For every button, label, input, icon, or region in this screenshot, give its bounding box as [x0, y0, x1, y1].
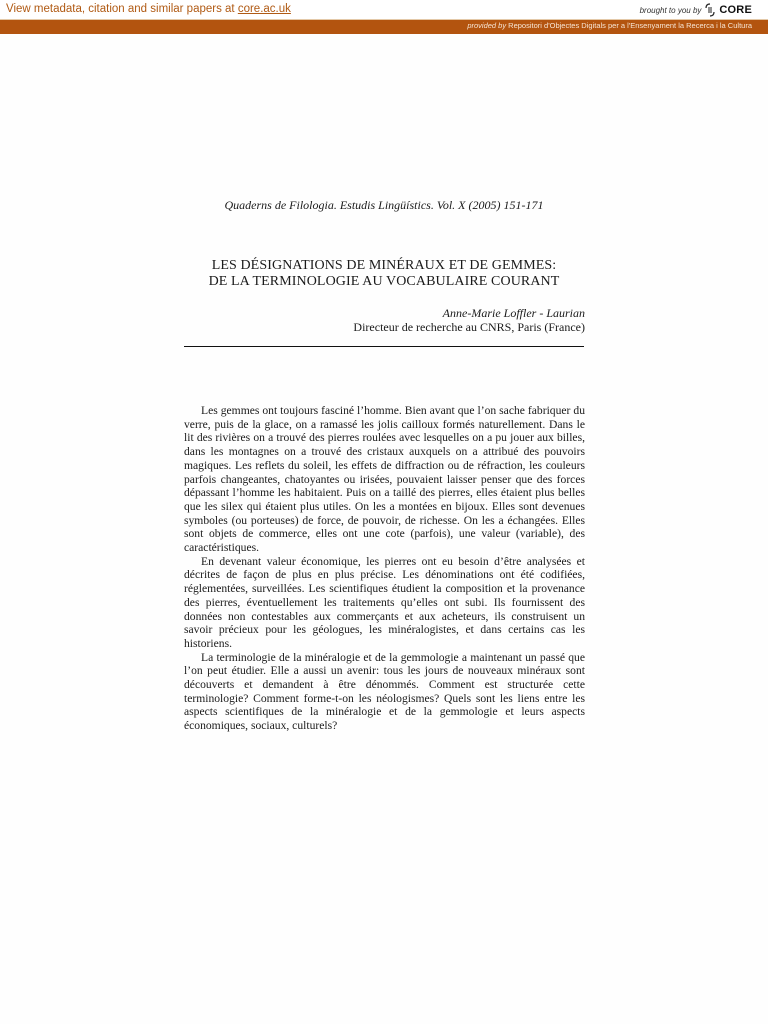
author-affiliation: Directeur de recherche au CNRS, Paris (France): [353, 320, 585, 334]
core-metadata-link[interactable]: [6, 3, 291, 15]
author-name: Anne-Marie Loffler - Laurian: [442, 306, 585, 320]
article-title: [0, 258, 768, 290]
title-line-1: LES DÉSIGNATIONS DE MINÉRAUX ET DE GEMMES:: [211, 258, 557, 273]
core-brought-by[interactable]: [640, 3, 752, 17]
provided-by-label: provided by: [467, 21, 507, 30]
core-logo-text: CORE: [719, 4, 752, 16]
paragraph: Les gemmes ont toujours fasciné l’homme. Bien avant que l’on sache fabriquer du verre, puis de la glace, on a ramassé les jolis cailloux formés naturellement. Dans le lit des rivières on a trouvé des pierres roulées avec lesquelles on a pu jouer aux billes, dans les montagnes on a trouvé des cristaux auxquels on a attribué des pouvoirs magiques. Les reflets du soleil, les effets de diffraction ou de réfraction, les couleurs parfois changeantes, chatoyantes ou irisées, pouvaient laisser penser que des forces dépassant l’homme les habitaient. Puis on a taillé des pierres, elles étaient plus belles que les silex qui étaient plus utiles. On les a montées en bijoux. Elles sont devenues symboles (ou porteuses) de force, de pouvoir, de richesse. On les a échangées. Elles sont objets de commerce, elles ont une cote (parfois), une valeur (variable), des caractéristiques.: [184, 404, 585, 555]
core-header: [0, 0, 768, 20]
core-provider-bar: [0, 20, 768, 34]
core-link-prefix[interactable]: View metadata, citation and similar papers at: [6, 3, 238, 15]
core-link-domain[interactable]: core.ac.uk: [237, 3, 291, 15]
brought-to-you-text: brought to you by: [639, 5, 702, 15]
header-rule: [184, 346, 584, 347]
provider-name-link[interactable]: Repositori d'Objectes Digitals per a l'Ensenyament la Recerca i la Cultura: [506, 21, 752, 30]
core-logo-icon: [705, 3, 715, 17]
paragraph: En devenant valeur économique, les pierres ont eu besoin d’être analysées et décrites de façon de plus en plus précise. Les dénominations ont été codifiées, réglementées, surveillées. Les scientifiques étudient la composition et la provenance des pierres, éventuellement les traitements qu’elles ont subi. Ils fournissent des données non contestables aux commerçants et aux acheteurs, ils construisent un savoir précieux pour les géologues, les minéralogistes, et dans certains cas les historiens.: [184, 554, 585, 650]
title-line-2: DE LA TERMINOLOGIE AU VOCABULAIRE COURANT: [208, 274, 560, 289]
article-body: [184, 404, 585, 733]
paragraph: La terminologie de la minéralogie et de la gemmologie a maintenant un passé que l’on peut étudier. Elle a aussi un avenir: tous les jours de nouveaux minéraux sont découverts et demandent à être dénommés. Comment est structurée cette terminologie? Comment forme-t-on les néologismes? Quels sont les liens entre les aspects scientifiques de la minéralogie et de la gemmologie et leurs aspects économiques, sociaux, culturels?: [184, 650, 585, 733]
core-provider-line: [467, 21, 752, 30]
journal-citation: Quaderns de Filologia. Estudis Lingüístics. Vol. X (2005) 151-171: [224, 198, 544, 212]
